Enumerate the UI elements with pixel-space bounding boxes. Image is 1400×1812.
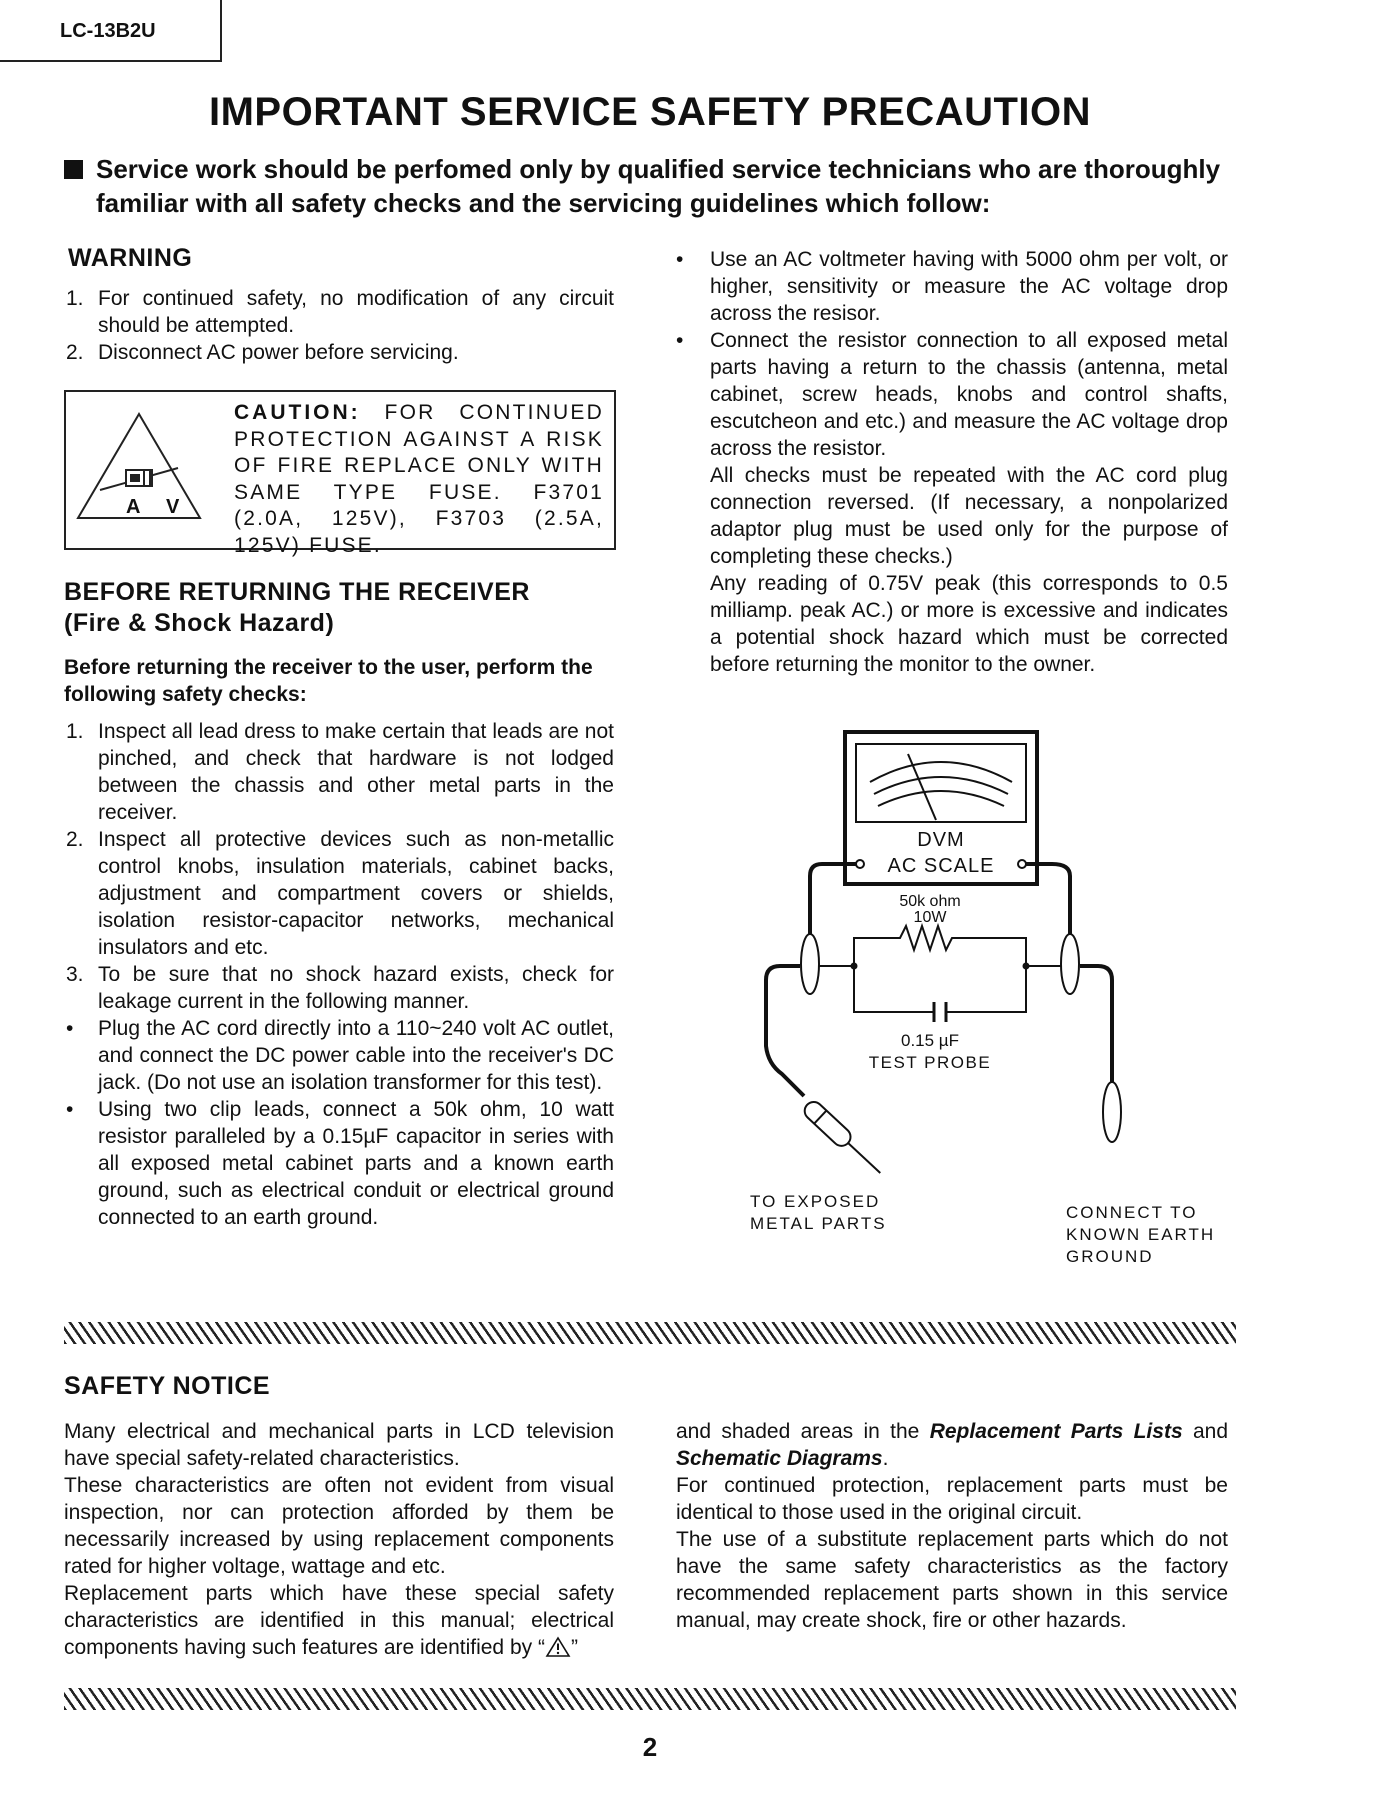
fuse-icon-a-label: A bbox=[126, 496, 141, 518]
reverse-plug-note: All checks must be repeated with the AC cord plug connection reversed. (If necessary, a nonpolarized adaptor plug must be used only for the purpose of completing these checks.) bbox=[710, 464, 1228, 568]
list-item bbox=[676, 246, 1228, 327]
r1-pre: and shaded areas in the bbox=[676, 1420, 930, 1443]
hatch-divider-bottom bbox=[64, 1688, 1236, 1710]
test-probe-icon bbox=[801, 1098, 886, 1179]
leakage-test-diagram bbox=[720, 724, 1240, 1284]
ground-clip bbox=[1103, 1082, 1121, 1142]
list-text: To be sure that no shock hazard exists, check for leakage current in the following manner. bbox=[98, 963, 614, 1013]
safety-notice-p1: Many electrical and mechanical parts in LCD television have special safety-related characteristics. bbox=[64, 1420, 614, 1470]
clip-right bbox=[1061, 934, 1079, 994]
clip-left bbox=[801, 934, 819, 994]
schematic-reference: Schematic Diagrams bbox=[676, 1447, 883, 1470]
safety-notice-heading: SAFETY NOTICE bbox=[64, 1372, 271, 1400]
exposed-metal-label-2: METAL PARTS bbox=[750, 1214, 887, 1233]
list-number: 2. bbox=[66, 341, 84, 364]
dvm-meter-window bbox=[856, 744, 1026, 822]
r1-post: . bbox=[882, 1447, 889, 1470]
safety-notice-p2: These characteristics are often not evident from visual inspection, nor can protection afforded by them be necessarily increased by using replacement components rated for higher voltage, wattage and etc. bbox=[64, 1474, 614, 1578]
fuse-icon-v-label: V bbox=[166, 496, 180, 518]
right-column bbox=[676, 246, 1228, 678]
p3-close-quote: ” bbox=[570, 1636, 578, 1659]
caution-label: CAUTION: bbox=[234, 401, 361, 424]
caution-body: FOR CONTINUED PROTECTION AGAINST A RISK OF FIRE REPLACE ONLY WITH SAME TYPE FUSE. F3701 (2.0A, 125V), F3703 (2.5A, 125V) FUSE. bbox=[234, 401, 604, 557]
list-bullet: • bbox=[66, 1098, 74, 1121]
safety-triangle-icon bbox=[545, 1636, 571, 1658]
safety-notice-right bbox=[676, 1418, 1228, 1634]
capacitor-value-label: 0.15 µF bbox=[901, 1031, 959, 1050]
model-number: LC-13B2U bbox=[60, 20, 156, 42]
r1-mid: and bbox=[1182, 1420, 1228, 1443]
resistor-wattage-label: 10W bbox=[913, 909, 947, 926]
test-probe-label: TEST PROBE bbox=[868, 1053, 992, 1072]
caution-text bbox=[234, 400, 604, 559]
voltmeter-instruction: Use an AC voltmeter having with 5000 ohm per volt, or higher, sensitivity or measure the AC voltage drop across the resisor. bbox=[710, 248, 1228, 325]
page-number: 2 bbox=[642, 1732, 658, 1762]
list-item bbox=[676, 327, 1228, 678]
safety-notice-r3: The use of a substitute replacement parts which do not have the same safety characteristics as the factory recommended replacement parts shown in this service manual, may create shock, fire or other hazards. bbox=[676, 1528, 1228, 1632]
safety-notice-left bbox=[64, 1418, 614, 1661]
list-number: 1. bbox=[66, 287, 84, 310]
intro-statement bbox=[64, 152, 1244, 220]
before-returning-section bbox=[64, 578, 614, 1231]
earth-ground-label-2: KNOWN EARTH bbox=[1066, 1225, 1216, 1244]
fuse-warning-triangle-icon bbox=[74, 410, 204, 528]
list-number: 3. bbox=[66, 963, 84, 986]
safety-notice-p3 bbox=[64, 1580, 614, 1661]
list-text: Inspect all lead dress to make certain that leads are not pinched, and check that hardware is not lodged between the chassis and other metal parts in the receiver. bbox=[98, 720, 614, 824]
ac-scale-label: AC SCALE bbox=[887, 855, 995, 877]
p3-text: Replacement parts which have these special safety characteristics are identified in this manual; electrical components having such features are identified by “ bbox=[64, 1582, 614, 1659]
resistor-value-label: 50k ohm bbox=[899, 893, 961, 910]
list-item bbox=[64, 339, 614, 366]
list-bullet: • bbox=[676, 329, 684, 352]
model-tab bbox=[0, 0, 222, 62]
resistor-connection-instruction: Connect the resistor connection to all exposed metal parts having a return to the chassis (antenna, metal cabinet, screw heads, knobs and control shafts, escutcheon and etc.) and measure the AC voltage drop across the resistor. bbox=[710, 329, 1228, 460]
before-returning-heading: BEFORE RETURNING THE RECEIVER bbox=[64, 578, 530, 606]
left-column bbox=[64, 244, 614, 1231]
parts-list-reference: Replacement Parts Lists bbox=[929, 1420, 1183, 1443]
list-bullet: • bbox=[676, 248, 684, 271]
list-item bbox=[64, 1096, 614, 1231]
meter-terminal-right bbox=[1018, 860, 1026, 868]
exposed-metal-label: TO EXPOSED bbox=[750, 1192, 881, 1211]
list-text: Using two clip leads, connect a 50k ohm, 10 watt resistor paralleled by a 0.15µF capacitor in series with all exposed metal cabinet parts and a known earth ground, such as electrical conduit or electrical ground connected to an earth ground. bbox=[98, 1098, 614, 1229]
list-item bbox=[64, 826, 614, 961]
list-item bbox=[64, 285, 614, 339]
list-number: 1. bbox=[66, 720, 84, 743]
earth-ground-label: CONNECT TO bbox=[1066, 1203, 1198, 1222]
list-item bbox=[64, 961, 614, 1015]
list-text: Disconnect AC power before servicing. bbox=[98, 341, 459, 364]
list-bullet: • bbox=[66, 1017, 74, 1040]
list-item bbox=[64, 718, 614, 826]
safety-notice-r1 bbox=[676, 1418, 1228, 1472]
warning-list bbox=[64, 285, 614, 366]
safety-checks-list bbox=[64, 718, 614, 1231]
safety-checks-intro: Before returning the receiver to the user, perform the following safety checks: bbox=[64, 656, 593, 706]
intro-text: Service work should be perfomed only by qualified service technicians who are thoroughly familiar with all safety checks and the servicing guidelines which follow: bbox=[96, 154, 1221, 218]
list-number: 2. bbox=[66, 828, 84, 851]
earth-ground-label-3: GROUND bbox=[1066, 1247, 1154, 1266]
meter-terminal-left bbox=[856, 860, 864, 868]
reading-threshold-note: Any reading of 0.75V peak (this corresponds to 0.5 milliamp. peak AC.) or more is excessive and indicates a potential shock hazard which must be corrected before returning the monitor to the owner. bbox=[710, 572, 1228, 676]
hatch-divider-top bbox=[64, 1322, 1236, 1344]
caution-box bbox=[64, 390, 616, 557]
page-title: IMPORTANT SERVICE SAFETY PRECAUTION bbox=[208, 90, 1092, 134]
list-item bbox=[64, 1015, 614, 1096]
square-bullet-icon bbox=[64, 160, 83, 179]
safety-notice-r2: For continued protection, replacement parts must be identical to those used in the original circuit. bbox=[676, 1474, 1228, 1524]
list-text: Inspect all protective devices such as non-metallic control knobs, insulation materials, cabinet backs, adjustment and compartment covers or shields, isolation resistor-capacitor networks, mechanical insulators and etc. bbox=[98, 828, 614, 959]
warning-heading: WARNING bbox=[68, 244, 193, 272]
list-text: For continued safety, no modification of any circuit should be attempted. bbox=[98, 287, 614, 337]
hazard-subheading: (Fire & Shock Hazard) bbox=[64, 609, 335, 637]
list-text: Plug the AC cord directly into a 110~240 volt AC outlet, and connect the DC power cable into the receiver's DC jack. (Do not use an isolation transformer for this test). bbox=[98, 1017, 614, 1094]
dvm-label: DVM bbox=[917, 829, 965, 851]
resistor-symbol bbox=[854, 926, 1026, 966]
